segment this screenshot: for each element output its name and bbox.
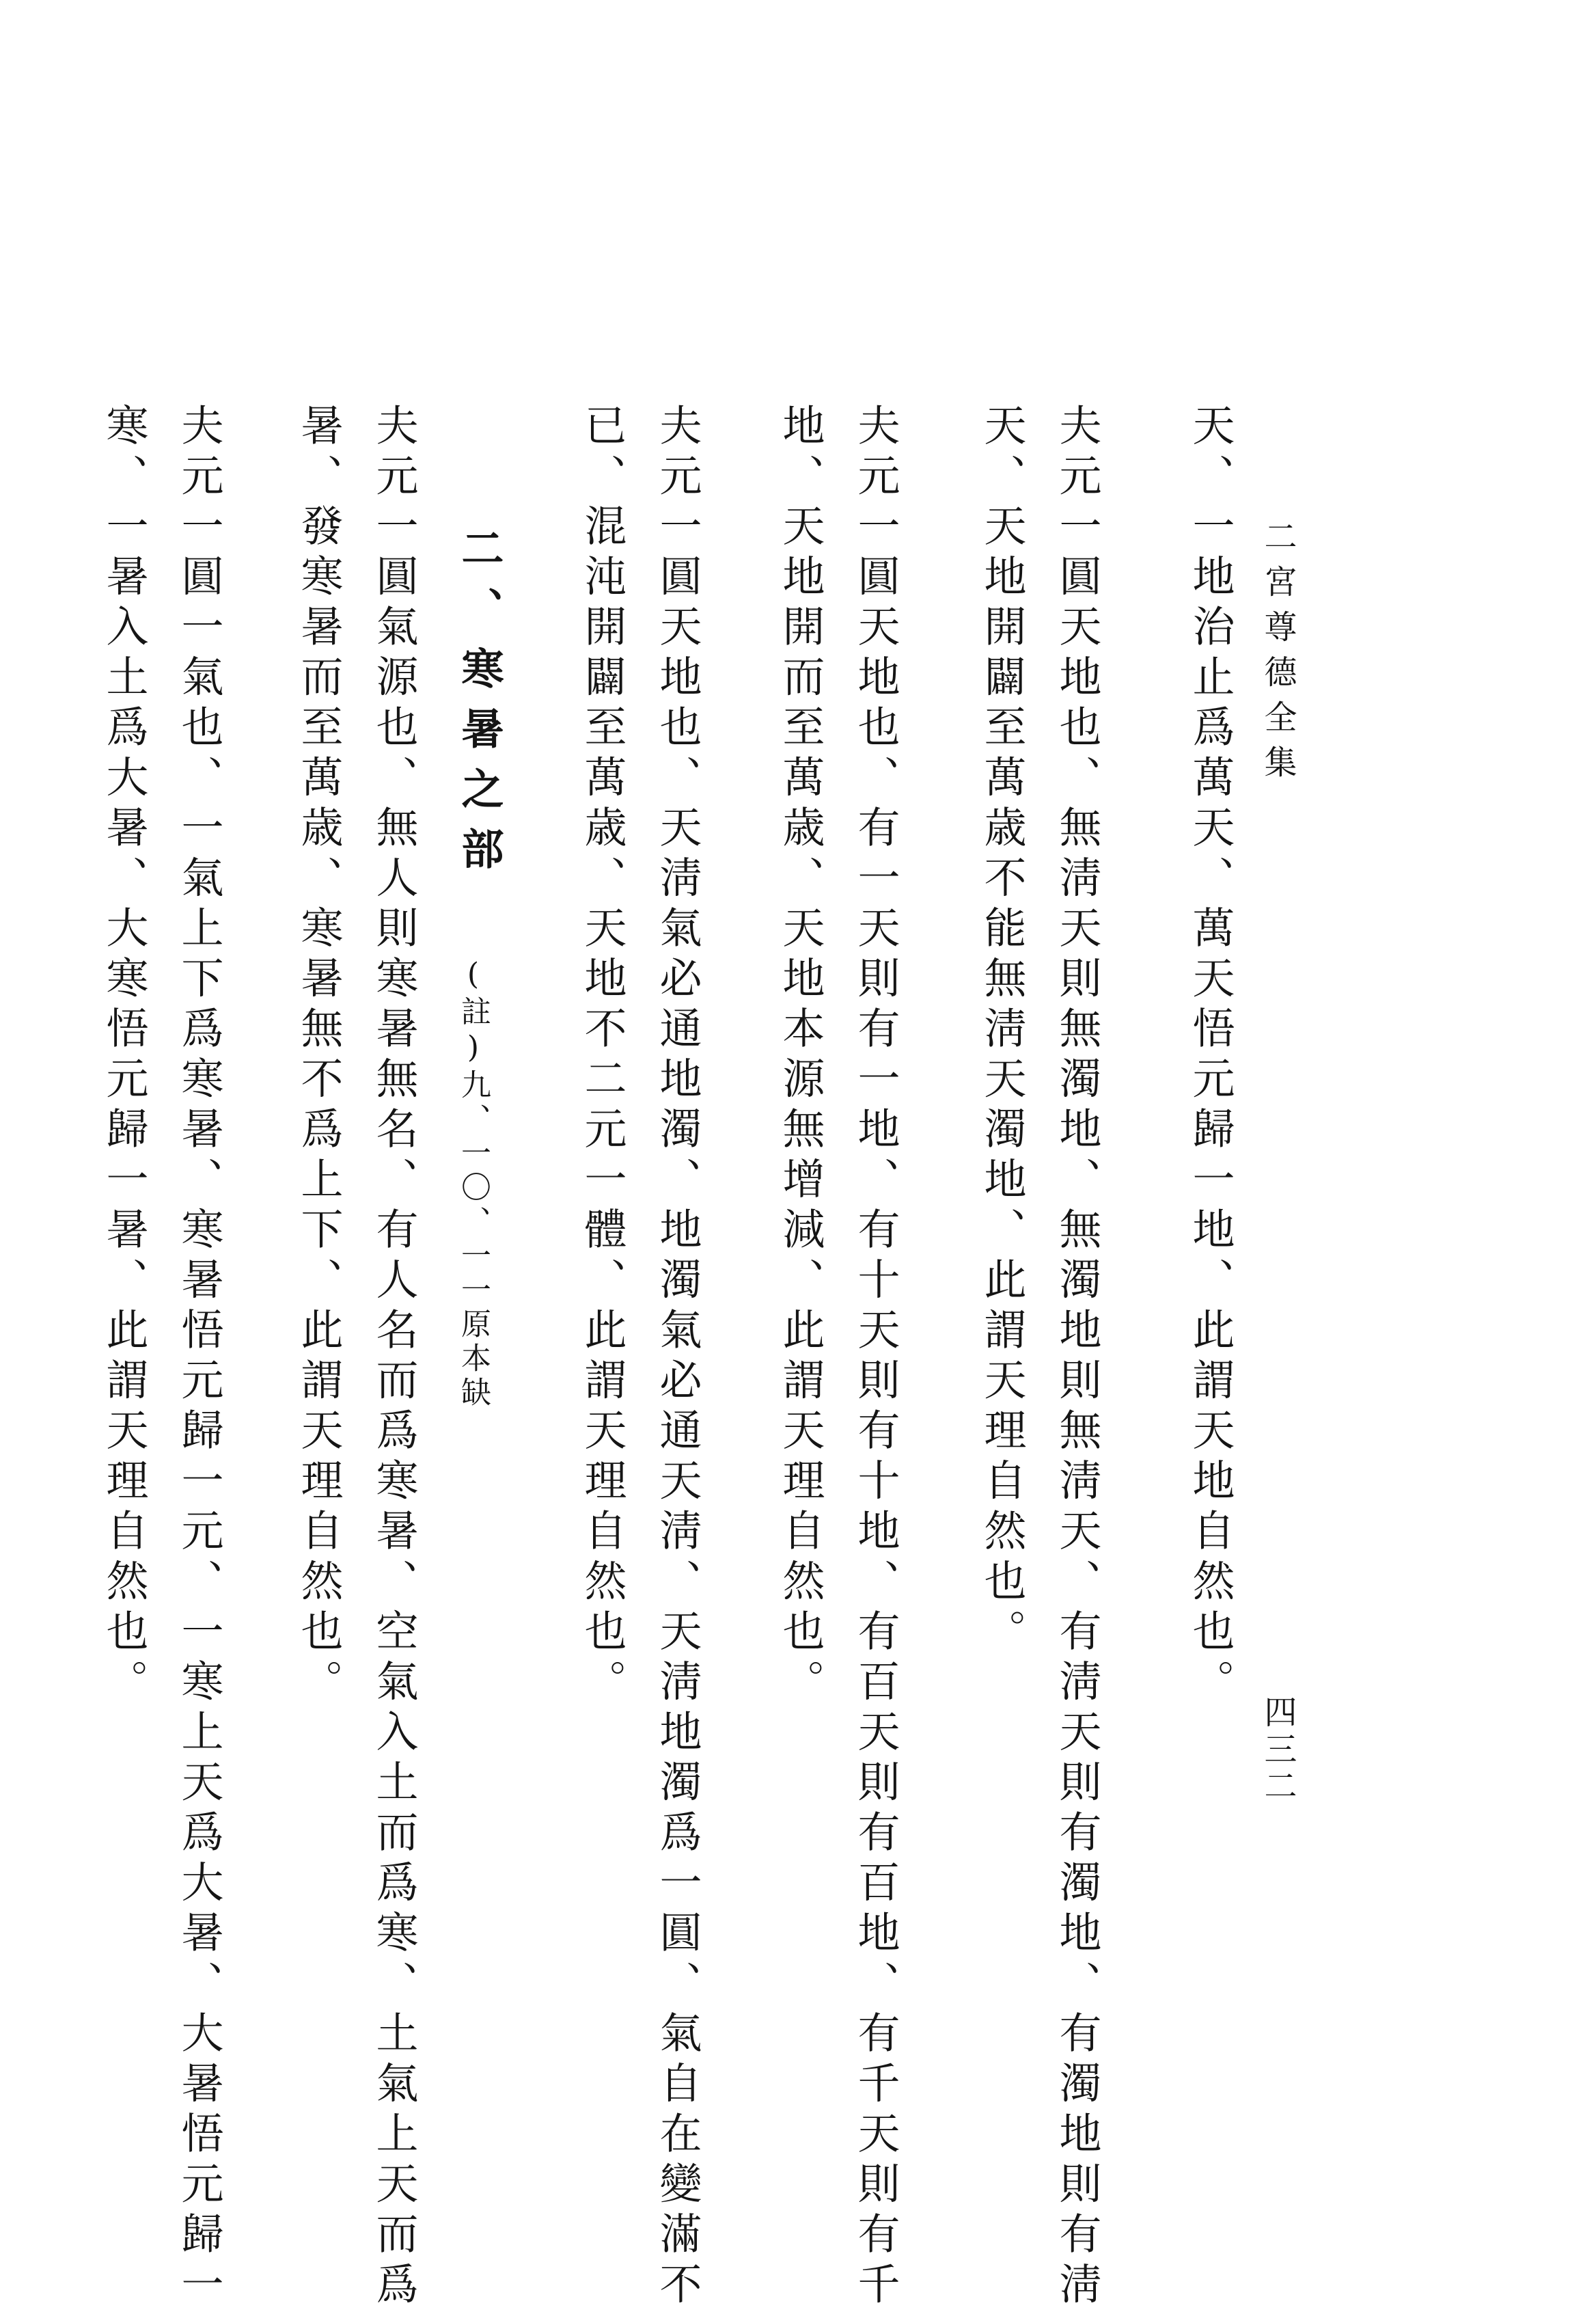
section-note: (註)九、一〇、一一原本缺 — [456, 957, 491, 1411]
text-column-3: 天、天地開闢至萬歳不能無淸天濁地、此謂天理自然也。 — [977, 403, 1027, 1659]
section-column-4: 寒、一暑入土爲大暑、大寒悟元歸一暑、此謂天理自然也。 — [99, 403, 149, 1709]
page-number: 四三二 — [1258, 1695, 1297, 1806]
text-column-4: 夫元一圓天地也、有一天則有一地、有十天則有十地、有百天則有百地、有千天則有千 — [851, 403, 900, 2312]
text-column-2: 夫元一圓天地也、無淸天則無濁地、無濁地則無淸天、有淸天則有濁地、有濁地則有淸 — [1052, 403, 1102, 2312]
section-column-1: 夫元一圓氣源也、無人則寒暑無名、有人名而爲寒暑、空氣入土而爲寒、土氣上天而爲 — [369, 403, 419, 2312]
section-column-2: 暑、發寒暑而至萬歳、寒暑無不爲上下、此謂天理自然也。 — [294, 403, 344, 1709]
text-column-6: 夫元一圓天地也、天淸氣必通地濁、地濁氣必通天淸、天淸地濁爲一圓、氣自在變滿不 — [652, 403, 702, 2312]
text-column-1: 天、一地治止爲萬天、萬天悟元歸一地、此謂天地自然也。 — [1185, 403, 1235, 1709]
running-title: 二宮尊德全集 — [1258, 519, 1297, 790]
section-column-3: 夫元一圓一氣也、一氣上下爲寒暑、寒暑悟元歸一元、一寒上天爲大暑、大暑悟元歸一 — [174, 403, 224, 2312]
section-heading: 二、寒暑之部 — [454, 526, 504, 887]
text-column-5: 地、天地開而至萬歳、天地本源無增減、此謂天理自然也。 — [775, 403, 825, 1709]
text-column-7: 已、混沌開闢至萬歳、天地不二元一體、此謂天理自然也。 — [577, 403, 627, 1709]
